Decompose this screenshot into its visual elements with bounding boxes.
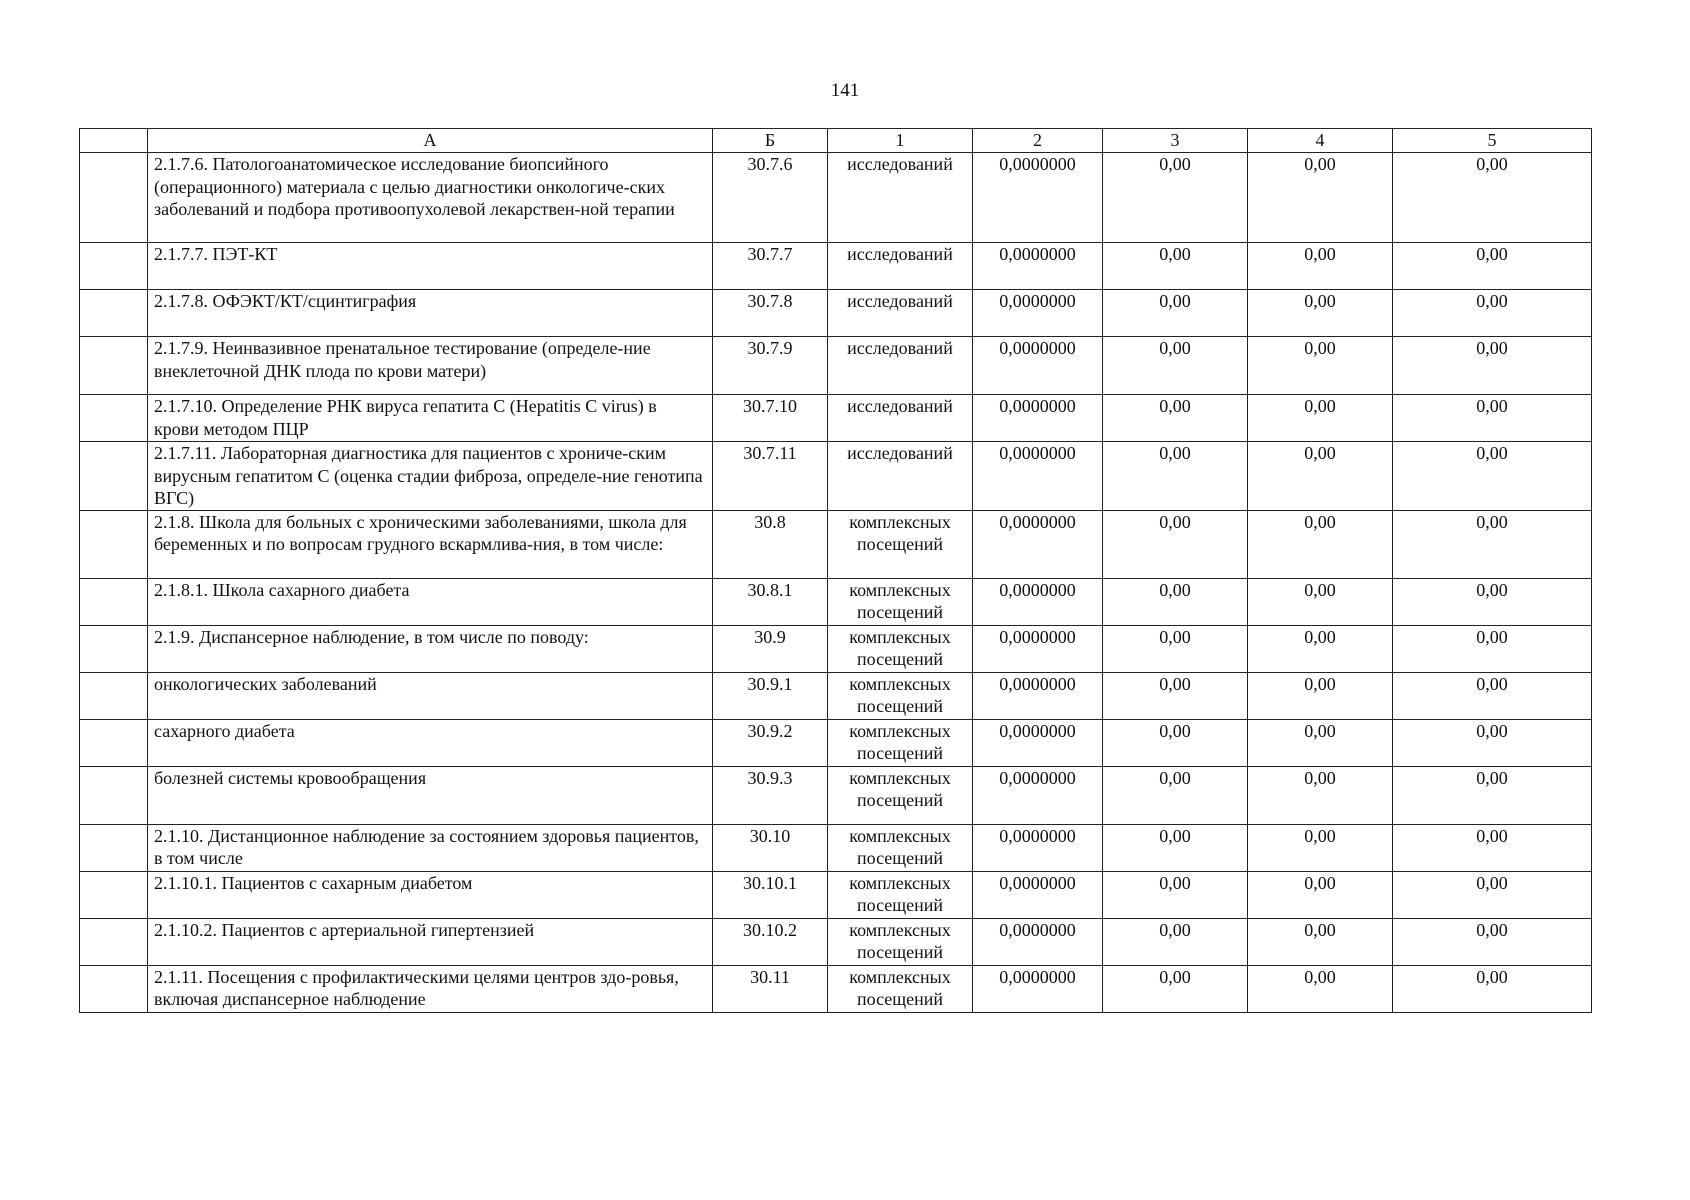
row-value-3: 0,00 xyxy=(1103,337,1248,395)
header-cell-blank xyxy=(80,129,148,153)
row-value-5: 0,00 xyxy=(1393,965,1592,1012)
header-cell-4: 4 xyxy=(1248,129,1393,153)
row-unit: исследований xyxy=(828,395,973,442)
row-value-2: 0,0000000 xyxy=(973,719,1103,766)
row-name: 2.1.10. Дистанционное наблюдение за состоянием здоровья пациентов, в том числе xyxy=(148,824,713,871)
row-margin-cell xyxy=(80,578,148,625)
row-value-2: 0,0000000 xyxy=(973,442,1103,511)
row-unit: комплексных посещений xyxy=(828,965,973,1012)
row-unit: комплексных посещений xyxy=(828,578,973,625)
row-code: 30.7.10 xyxy=(713,395,828,442)
row-margin-cell xyxy=(80,766,148,824)
row-value-2: 0,0000000 xyxy=(973,965,1103,1012)
row-value-4: 0,00 xyxy=(1248,918,1393,965)
header-cell-5: 5 xyxy=(1393,129,1592,153)
row-value-3: 0,00 xyxy=(1103,243,1248,290)
row-value-4: 0,00 xyxy=(1248,625,1393,672)
row-unit: комплексных посещений xyxy=(828,625,973,672)
row-margin-cell xyxy=(80,965,148,1012)
row-value-3: 0,00 xyxy=(1103,395,1248,442)
row-name: 2.1.7.10. Определение РНК вируса гепатита С (Hepatitis C virus) в крови методом ПЦР xyxy=(148,395,713,442)
table-row xyxy=(80,243,1592,290)
row-value-5: 0,00 xyxy=(1393,442,1592,511)
row-value-2: 0,0000000 xyxy=(973,395,1103,442)
row-margin-cell xyxy=(80,672,148,719)
row-unit: исследований xyxy=(828,153,973,243)
row-value-5: 0,00 xyxy=(1393,243,1592,290)
row-value-2: 0,0000000 xyxy=(973,337,1103,395)
row-value-5: 0,00 xyxy=(1393,153,1592,243)
row-name: сахарного диабета xyxy=(148,719,713,766)
row-unit: комплексных посещений xyxy=(828,918,973,965)
row-name: 2.1.10.1. Пациентов с сахарным диабетом xyxy=(148,871,713,918)
page-number: 141 xyxy=(830,80,860,101)
header-cell-b: Б xyxy=(713,129,828,153)
row-margin-cell xyxy=(80,824,148,871)
table-row xyxy=(80,719,1592,766)
row-value-2: 0,0000000 xyxy=(973,766,1103,824)
header-row xyxy=(80,129,1592,153)
table-row xyxy=(80,871,1592,918)
row-code: 30.9.1 xyxy=(713,672,828,719)
header-cell-2: 2 xyxy=(973,129,1103,153)
row-value-5: 0,00 xyxy=(1393,918,1592,965)
table-row xyxy=(80,510,1592,578)
row-value-2: 0,0000000 xyxy=(973,672,1103,719)
row-value-4: 0,00 xyxy=(1248,290,1393,337)
row-margin-cell xyxy=(80,442,148,511)
row-name: болезней системы кровообращения xyxy=(148,766,713,824)
table-row xyxy=(80,766,1592,824)
row-margin-cell xyxy=(80,337,148,395)
row-value-5: 0,00 xyxy=(1393,672,1592,719)
row-code: 30.7.8 xyxy=(713,290,828,337)
row-margin-cell xyxy=(80,243,148,290)
row-unit: комплексных посещений xyxy=(828,719,973,766)
row-value-4: 0,00 xyxy=(1248,824,1393,871)
row-code: 30.7.11 xyxy=(713,442,828,511)
row-value-5: 0,00 xyxy=(1393,766,1592,824)
row-value-3: 0,00 xyxy=(1103,871,1248,918)
row-code: 30.10 xyxy=(713,824,828,871)
header-cell-a: А xyxy=(148,129,713,153)
row-value-3: 0,00 xyxy=(1103,290,1248,337)
row-name: 2.1.8.1. Школа сахарного диабета xyxy=(148,578,713,625)
row-value-3: 0,00 xyxy=(1103,719,1248,766)
row-value-5: 0,00 xyxy=(1393,719,1592,766)
row-unit: исследований xyxy=(828,290,973,337)
row-value-3: 0,00 xyxy=(1103,824,1248,871)
header-cell-3: 3 xyxy=(1103,129,1248,153)
row-value-4: 0,00 xyxy=(1248,153,1393,243)
row-code: 30.10.1 xyxy=(713,871,828,918)
row-unit: комплексных посещений xyxy=(828,824,973,871)
row-value-2: 0,0000000 xyxy=(973,510,1103,578)
header-cell-1: 1 xyxy=(828,129,973,153)
row-value-5: 0,00 xyxy=(1393,510,1592,578)
row-value-4: 0,00 xyxy=(1248,719,1393,766)
row-code: 30.9.2 xyxy=(713,719,828,766)
row-margin-cell xyxy=(80,395,148,442)
table-row xyxy=(80,442,1592,511)
row-value-4: 0,00 xyxy=(1248,871,1393,918)
row-value-2: 0,0000000 xyxy=(973,625,1103,672)
row-value-2: 0,0000000 xyxy=(973,243,1103,290)
row-name: 2.1.7.8. ОФЭКТ/КТ/сцинтиграфия xyxy=(148,290,713,337)
row-unit: комплексных посещений xyxy=(828,510,973,578)
row-code: 30.7.7 xyxy=(713,243,828,290)
row-unit: комплексных посещений xyxy=(828,766,973,824)
row-value-4: 0,00 xyxy=(1248,243,1393,290)
row-value-3: 0,00 xyxy=(1103,510,1248,578)
row-value-5: 0,00 xyxy=(1393,871,1592,918)
row-code: 30.9 xyxy=(713,625,828,672)
row-margin-cell xyxy=(80,625,148,672)
row-value-5: 0,00 xyxy=(1393,395,1592,442)
row-value-2: 0,0000000 xyxy=(973,918,1103,965)
row-unit: исследований xyxy=(828,337,973,395)
row-value-3: 0,00 xyxy=(1103,965,1248,1012)
row-code: 30.9.3 xyxy=(713,766,828,824)
row-name: 2.1.9. Диспансерное наблюдение, в том числе по поводу: xyxy=(148,625,713,672)
row-value-4: 0,00 xyxy=(1248,965,1393,1012)
row-value-3: 0,00 xyxy=(1103,153,1248,243)
row-value-2: 0,0000000 xyxy=(973,578,1103,625)
table-row xyxy=(80,824,1592,871)
row-value-3: 0,00 xyxy=(1103,766,1248,824)
row-value-3: 0,00 xyxy=(1103,442,1248,511)
row-value-3: 0,00 xyxy=(1103,625,1248,672)
row-margin-cell xyxy=(80,719,148,766)
row-name: 2.1.8. Школа для больных с хроническими заболеваниями, школа для беременных и по вопросам грудного вскармлива-ния, в том числе: xyxy=(148,510,713,578)
row-name: 2.1.11. Посещения с профилактическими целями центров здо-ровья, включая диспансерное наблюдение xyxy=(148,965,713,1012)
row-unit: исследований xyxy=(828,243,973,290)
row-code: 30.7.9 xyxy=(713,337,828,395)
row-margin-cell xyxy=(80,290,148,337)
row-value-4: 0,00 xyxy=(1248,442,1393,511)
table-row xyxy=(80,672,1592,719)
row-value-5: 0,00 xyxy=(1393,824,1592,871)
table-row xyxy=(80,578,1592,625)
row-value-2: 0,0000000 xyxy=(973,290,1103,337)
table-row xyxy=(80,395,1592,442)
row-margin-cell xyxy=(80,153,148,243)
row-name: 2.1.7.9. Неинвазивное пренатальное тестирование (определе-ние внеклеточной ДНК плода по крови матери) xyxy=(148,337,713,395)
row-value-5: 0,00 xyxy=(1393,625,1592,672)
row-margin-cell xyxy=(80,871,148,918)
row-name: 2.1.7.11. Лабораторная диагностика для пациентов с хрониче-ским вирусным гепатитом С (оценка стадии фиброза, определе-ние генотипа ВГС) xyxy=(148,442,713,511)
row-value-5: 0,00 xyxy=(1393,578,1592,625)
row-value-5: 0,00 xyxy=(1393,290,1592,337)
table-row xyxy=(80,965,1592,1012)
data-table xyxy=(79,128,1592,1013)
row-code: 30.8.1 xyxy=(713,578,828,625)
table-row xyxy=(80,290,1592,337)
row-value-5: 0,00 xyxy=(1393,337,1592,395)
row-value-2: 0,0000000 xyxy=(973,153,1103,243)
row-unit: исследований xyxy=(828,442,973,511)
row-code: 30.10.2 xyxy=(713,918,828,965)
row-value-4: 0,00 xyxy=(1248,395,1393,442)
row-name: онкологических заболеваний xyxy=(148,672,713,719)
table-row xyxy=(80,625,1592,672)
row-value-4: 0,00 xyxy=(1248,510,1393,578)
row-value-3: 0,00 xyxy=(1103,578,1248,625)
row-name: 2.1.7.7. ПЭТ-КТ xyxy=(148,243,713,290)
row-code: 30.8 xyxy=(713,510,828,578)
row-code: 30.7.6 xyxy=(713,153,828,243)
row-value-4: 0,00 xyxy=(1248,578,1393,625)
row-name: 2.1.7.6. Патологоанатомическое исследование биопсийного (операционного) материала с целью диагностики онкологиче-ских заболеваний и подбора противоопухолевой лекарствен-ной терапии xyxy=(148,153,713,243)
row-value-4: 0,00 xyxy=(1248,337,1393,395)
row-margin-cell xyxy=(80,510,148,578)
table-row xyxy=(80,153,1592,243)
row-value-2: 0,0000000 xyxy=(973,871,1103,918)
row-margin-cell xyxy=(80,918,148,965)
row-name: 2.1.10.2. Пациентов с артериальной гипертензией xyxy=(148,918,713,965)
row-code: 30.11 xyxy=(713,965,828,1012)
row-unit: комплексных посещений xyxy=(828,672,973,719)
row-value-3: 0,00 xyxy=(1103,918,1248,965)
row-value-4: 0,00 xyxy=(1248,766,1393,824)
row-value-4: 0,00 xyxy=(1248,672,1393,719)
table-row xyxy=(80,918,1592,965)
row-value-2: 0,0000000 xyxy=(973,824,1103,871)
row-unit: комплексных посещений xyxy=(828,871,973,918)
row-value-3: 0,00 xyxy=(1103,672,1248,719)
table-row xyxy=(80,337,1592,395)
